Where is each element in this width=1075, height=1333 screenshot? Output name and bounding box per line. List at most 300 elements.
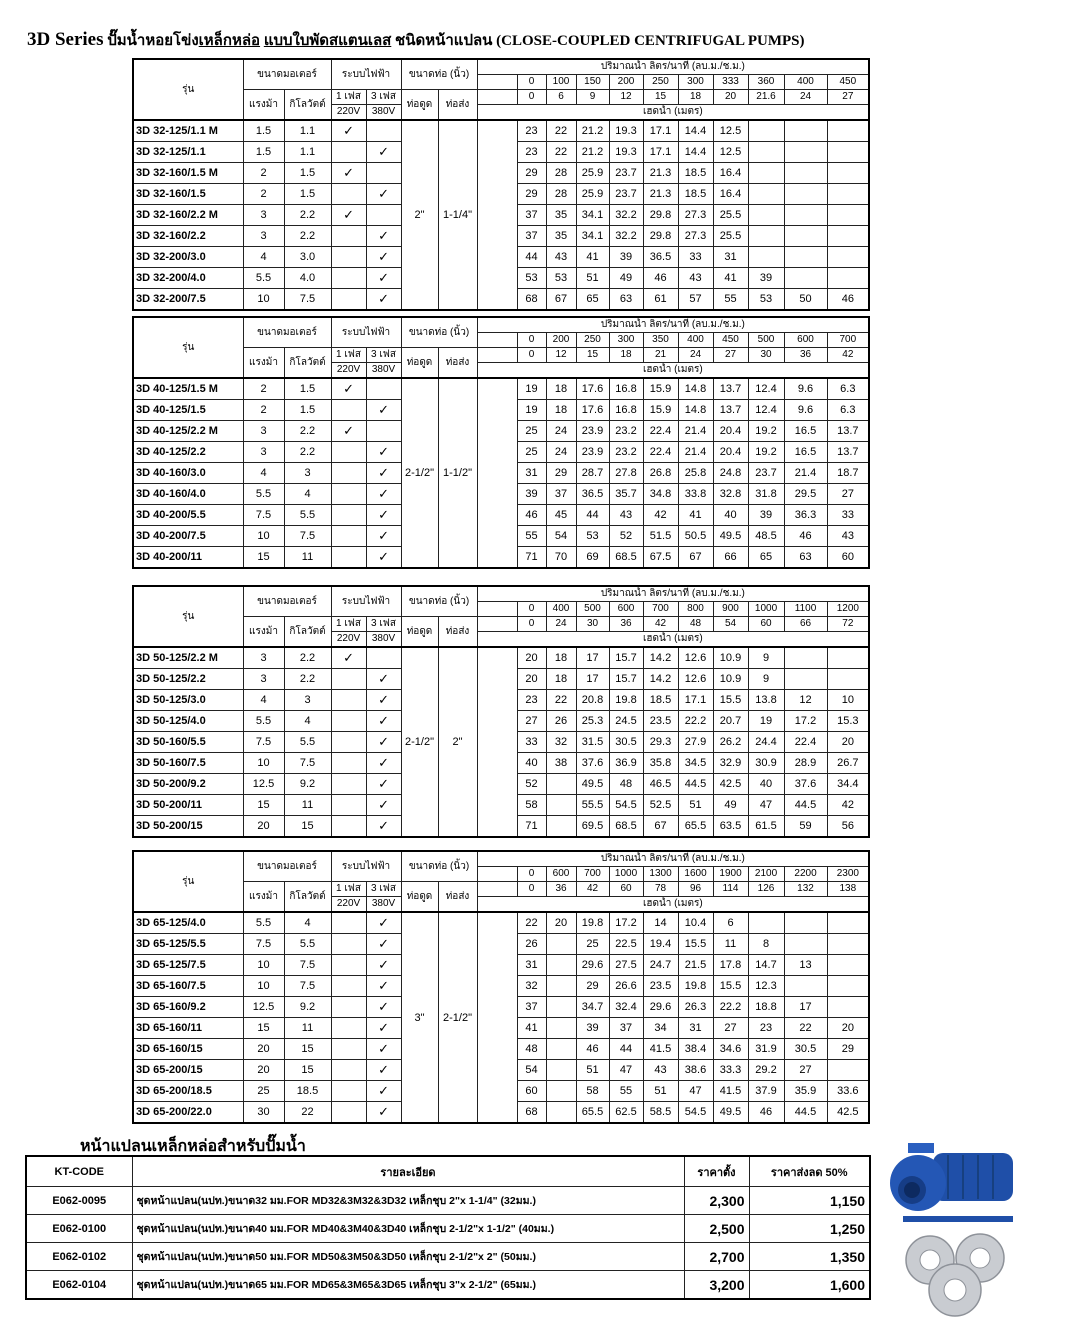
horsepower: 15 <box>243 547 284 569</box>
phase-1-check-icon <box>331 547 366 569</box>
head-value: 21.4 <box>678 421 713 442</box>
head-value: 18 <box>546 669 576 690</box>
phase-3-check-icon: ✓ <box>366 268 401 289</box>
horsepower: 3 <box>243 205 284 226</box>
head-value <box>546 1018 576 1039</box>
title-thai-c: แบบใบพัดสแตนเลส <box>263 33 392 49</box>
flow-m3h: 42 <box>643 617 678 632</box>
head-value: 41 <box>678 505 713 526</box>
head-value: 33.6 <box>827 1081 869 1102</box>
head-value: 14 <box>643 912 678 934</box>
head-value: 46 <box>576 1039 609 1060</box>
head-value: 57 <box>678 289 713 311</box>
header-flow: ปริมาณน้ำ ลิตร/นาที (ลบ.ม./ช.ม.) <box>477 317 869 333</box>
head-value: 17 <box>576 669 609 690</box>
flow-lpm: 1900 <box>713 867 748 882</box>
header-220v: 220V <box>331 105 366 121</box>
head-value: 29 <box>827 1039 869 1060</box>
head-value <box>546 774 576 795</box>
table-row <box>133 912 869 934</box>
head-value: 27.5 <box>609 955 643 976</box>
model-name: 3D 65-200/22.0 <box>133 1102 243 1124</box>
kilowatt: 15 <box>284 1039 331 1060</box>
head-value: 46.5 <box>643 774 678 795</box>
head-value: 67 <box>678 547 713 569</box>
header-3-phase: 3 เฟส <box>366 348 401 363</box>
head-value <box>784 647 827 669</box>
horsepower: 3 <box>243 226 284 247</box>
horsepower: 3 <box>243 669 284 690</box>
flow-lpm: 450 <box>713 333 748 348</box>
header-head: เฮดน้ำ (เมตร) <box>477 105 869 121</box>
description: ชุดหน้าแปลน(นปท.)ขนาด32 มม.FOR MD32&3M32&3D32 เหล็กชุบ 2"x 1-1/4" (32มม.) <box>132 1187 684 1215</box>
phase-1-check-icon <box>331 912 366 934</box>
head-value: 14.8 <box>678 378 713 400</box>
flow-m3h: 36 <box>784 348 827 363</box>
phase-3-check-icon: ✓ <box>366 1039 401 1060</box>
head-value: 34.6 <box>713 1039 748 1060</box>
head-value: 69.5 <box>576 816 609 838</box>
head-value: 67.5 <box>643 547 678 569</box>
model-name: 3D 32-160/2.2 <box>133 226 243 247</box>
head-value <box>827 955 869 976</box>
model-name: 3D 32-125/1.1 M <box>133 120 243 142</box>
head-value: 65.5 <box>576 1102 609 1124</box>
horsepower: 5.5 <box>243 484 284 505</box>
suction-size: 3" <box>401 912 438 1123</box>
head-value: 21.2 <box>576 120 609 142</box>
head-value: 25.5 <box>713 205 748 226</box>
head-value <box>748 142 784 163</box>
head-value: 65.5 <box>678 816 713 838</box>
head-value: 20 <box>517 669 546 690</box>
head-value: 14.7 <box>748 955 784 976</box>
head-value: 43 <box>678 268 713 289</box>
head-value: 29 <box>517 163 546 184</box>
head-value <box>546 1060 576 1081</box>
head-value: 24.7 <box>643 955 678 976</box>
flow-lpm: 600 <box>546 867 576 882</box>
head-value: 71 <box>517 816 546 838</box>
head-value: 70 <box>546 547 576 569</box>
model-name: 3D 65-125/4.0 <box>133 912 243 934</box>
header-pipe-size: ขนาดท่อ (นิ้ว) <box>401 586 477 617</box>
flow-m3h: 42 <box>827 348 869 363</box>
horsepower: 7.5 <box>243 505 284 526</box>
head-value: 26.8 <box>643 463 678 484</box>
head-value: 35.9 <box>784 1081 827 1102</box>
phase-1-check-icon: ✓ <box>331 421 366 442</box>
head-value: 46 <box>784 526 827 547</box>
head-value: 29.6 <box>643 997 678 1018</box>
table-row <box>133 647 869 669</box>
head-value <box>748 205 784 226</box>
flow-m3h: 18 <box>609 348 643 363</box>
header-220v: 220V <box>331 363 366 379</box>
phase-3-check-icon: ✓ <box>366 690 401 711</box>
head-value: 25 <box>517 421 546 442</box>
horsepower: 20 <box>243 816 284 838</box>
horsepower: 2 <box>243 163 284 184</box>
flow-lpm: 500 <box>748 333 784 348</box>
head-value: 37.9 <box>748 1081 784 1102</box>
phase-3-check-icon: ✓ <box>366 484 401 505</box>
kilowatt: 4 <box>284 711 331 732</box>
head-value: 12.4 <box>748 378 784 400</box>
head-value: 46 <box>643 268 678 289</box>
head-value: 23.2 <box>609 442 643 463</box>
head-value <box>748 226 784 247</box>
head-value: 63.5 <box>713 816 748 838</box>
flow-m3h: 6 <box>546 90 576 105</box>
head-value: 21.3 <box>643 184 678 205</box>
flow-m3h: 96 <box>678 882 713 897</box>
horsepower: 12.5 <box>243 774 284 795</box>
head-value: 21.5 <box>678 955 713 976</box>
flow-lpm: 2300 <box>827 867 869 882</box>
phase-3-check-icon: ✓ <box>366 795 401 816</box>
header-flow: ปริมาณน้ำ ลิตร/นาที (ลบ.ม./ช.ม.) <box>477 586 869 602</box>
flow-m3h: 15 <box>643 90 678 105</box>
head-value: 10.9 <box>713 669 748 690</box>
head-value: 68 <box>517 1102 546 1124</box>
header-head: เฮดน้ำ (เมตร) <box>477 363 869 379</box>
head-value: 53 <box>546 268 576 289</box>
head-value: 63 <box>609 289 643 311</box>
phase-3-check-icon: ✓ <box>366 1018 401 1039</box>
header-1-phase: 1 เฟส <box>331 348 366 363</box>
head-value: 15.3 <box>827 711 869 732</box>
phase-3-check-icon: ✓ <box>366 463 401 484</box>
phase-1-check-icon <box>331 400 366 421</box>
phase-1-check-icon <box>331 934 366 955</box>
model-name: 3D 50-125/2.2 M <box>133 647 243 669</box>
head-value: 68.5 <box>609 547 643 569</box>
phase-3-check-icon: ✓ <box>366 711 401 732</box>
head-value <box>784 163 827 184</box>
kilowatt: 3 <box>284 463 331 484</box>
horsepower: 7.5 <box>243 732 284 753</box>
kilowatt: 9.2 <box>284 774 331 795</box>
head-value: 12.5 <box>713 120 748 142</box>
model-name: 3D 65-125/7.5 <box>133 955 243 976</box>
horsepower: 5.5 <box>243 912 284 934</box>
header-head: เฮดน้ำ (เมตร) <box>477 897 869 913</box>
pump-table-1 <box>132 58 870 311</box>
head-value: 61.5 <box>748 816 784 838</box>
head-value: 19.3 <box>609 142 643 163</box>
flow-lpm: 0 <box>517 75 546 90</box>
pump-table-3 <box>132 585 870 838</box>
head-value: 27.9 <box>678 732 713 753</box>
flow-m3h: 9 <box>576 90 609 105</box>
horsepower: 10 <box>243 753 284 774</box>
flow-lpm: 400 <box>546 602 576 617</box>
kilowatt: 5.5 <box>284 934 331 955</box>
header-blank <box>477 617 517 632</box>
head-value: 41 <box>517 1018 546 1039</box>
header-flow: ปริมาณน้ำ ลิตร/นาที (ลบ.ม./ช.ม.) <box>477 851 869 867</box>
pump-image <box>888 1138 1033 1228</box>
head-value: 22.4 <box>643 442 678 463</box>
flow-m3h: 0 <box>517 348 546 363</box>
header-1-phase: 1 เฟส <box>331 882 366 897</box>
head-value: 9 <box>748 669 784 690</box>
phase-3-check-icon: ✓ <box>366 669 401 690</box>
head-value: 38.6 <box>678 1060 713 1081</box>
flow-m3h: 0 <box>517 882 546 897</box>
head-value: 52.5 <box>643 795 678 816</box>
head-value: 11 <box>713 934 748 955</box>
flow-lpm: 0 <box>517 333 546 348</box>
discharge-size: 1-1/4" <box>438 120 477 310</box>
phase-3-check-icon: ✓ <box>366 732 401 753</box>
phase-1-check-icon <box>331 976 366 997</box>
head-value: 17.8 <box>713 955 748 976</box>
phase-3-check-icon: ✓ <box>366 912 401 934</box>
horsepower: 20 <box>243 1060 284 1081</box>
head-value <box>784 142 827 163</box>
head-value: 49 <box>609 268 643 289</box>
suction-size: 2-1/2" <box>401 647 438 837</box>
kilowatt: 2.2 <box>284 421 331 442</box>
head-value <box>748 120 784 142</box>
kilowatt: 7.5 <box>284 976 331 997</box>
flow-lpm: 333 <box>713 75 748 90</box>
flow-m3h: 138 <box>827 882 869 897</box>
head-value: 55 <box>713 289 748 311</box>
head-value: 55 <box>517 526 546 547</box>
flow-m3h: 12 <box>609 90 643 105</box>
kilowatt: 1.5 <box>284 184 331 205</box>
head-value: 54 <box>546 526 576 547</box>
title-thai-d: ชนิดหน้าแปลน (CLOSE-COUPLED CENTRIFUGAL PUMPS) <box>395 33 805 49</box>
phase-3-check-icon: ✓ <box>366 226 401 247</box>
head-value: 28.9 <box>784 753 827 774</box>
header-220v: 220V <box>331 632 366 648</box>
head-value: 23.5 <box>643 711 678 732</box>
header-motor-size: ขนาดมอเตอร์ <box>243 59 331 90</box>
flow-m3h: 30 <box>576 617 609 632</box>
head-value: 20 <box>827 1018 869 1039</box>
flow-m3h: 126 <box>748 882 784 897</box>
phase-1-check-icon <box>331 526 366 547</box>
head-value: 42 <box>827 795 869 816</box>
model-name: 3D 65-160/7.5 <box>133 976 243 997</box>
header-3-phase: 3 เฟส <box>366 90 401 105</box>
flow-m3h: 21 <box>643 348 678 363</box>
head-value: 27.3 <box>678 226 713 247</box>
head-value: 33.8 <box>678 484 713 505</box>
horsepower: 4 <box>243 247 284 268</box>
flow-lpm: 150 <box>576 75 609 90</box>
model-name: 3D 32-125/1.1 <box>133 142 243 163</box>
horsepower: 3 <box>243 442 284 463</box>
head-value: 6.3 <box>827 378 869 400</box>
horsepower: 3 <box>243 421 284 442</box>
kilowatt: 11 <box>284 1018 331 1039</box>
header-blank <box>477 90 517 105</box>
pump-table-2 <box>132 316 870 569</box>
phase-3-check-icon: ✓ <box>366 1060 401 1081</box>
flow-lpm: 250 <box>576 333 609 348</box>
model-name: 3D 50-200/11 <box>133 795 243 816</box>
header-power-system: ระบบไฟฟ้า <box>331 586 401 617</box>
phase-1-check-icon <box>331 997 366 1018</box>
kt-code: E062-0095 <box>26 1187 132 1215</box>
header-pipe-size: ขนาดท่อ (นิ้ว) <box>401 317 477 348</box>
head-value: 40 <box>517 753 546 774</box>
flow-lpm: 360 <box>748 75 784 90</box>
header-1-phase: 1 เฟส <box>331 90 366 105</box>
flanges-image <box>905 1230 1010 1320</box>
head-value: 32.2 <box>609 226 643 247</box>
kilowatt: 4 <box>284 484 331 505</box>
head-value: 44 <box>609 1039 643 1060</box>
phase-3-check-icon: ✓ <box>366 505 401 526</box>
head-value: 54.5 <box>678 1102 713 1124</box>
head-value: 49.5 <box>713 526 748 547</box>
head-value: 46 <box>827 289 869 311</box>
model-name: 3D 40-160/4.0 <box>133 484 243 505</box>
head-value: 22.5 <box>609 934 643 955</box>
head-value: 20.4 <box>713 442 748 463</box>
head-value: 39 <box>576 1018 609 1039</box>
model-name: 3D 65-125/5.5 <box>133 934 243 955</box>
phase-3-check-icon: ✓ <box>366 442 401 463</box>
model-name: 3D 65-160/11 <box>133 1018 243 1039</box>
phase-3-check-icon: ✓ <box>366 1081 401 1102</box>
header-3-phase: 3 เฟส <box>366 617 401 632</box>
head-value: 15.9 <box>643 400 678 421</box>
head-value: 44.5 <box>678 774 713 795</box>
flow-m3h: 114 <box>713 882 748 897</box>
horsepower: 12.5 <box>243 997 284 1018</box>
head-value: 16.8 <box>609 378 643 400</box>
head-value: 51 <box>576 1060 609 1081</box>
head-value <box>827 247 869 268</box>
flow-lpm: 1000 <box>748 602 784 617</box>
head-value <box>546 795 576 816</box>
phase-1-check-icon <box>331 184 366 205</box>
header-power-system: ระบบไฟฟ้า <box>331 851 401 882</box>
horsepower: 10 <box>243 526 284 547</box>
head-value: 39 <box>609 247 643 268</box>
head-value: 45 <box>546 505 576 526</box>
head-value: 51 <box>643 1081 678 1102</box>
head-value: 6.3 <box>827 400 869 421</box>
header-pipe-size: ขนาดท่อ (นิ้ว) <box>401 59 477 90</box>
head-value: 32 <box>546 732 576 753</box>
horsepower: 2 <box>243 400 284 421</box>
head-value: 31 <box>678 1018 713 1039</box>
list-price: 3,200 <box>684 1271 749 1300</box>
kilowatt: 4.0 <box>284 268 331 289</box>
head-value: 42.5 <box>827 1102 869 1124</box>
head-value: 69 <box>576 547 609 569</box>
flow-lpm: 700 <box>827 333 869 348</box>
head-value: 49.5 <box>576 774 609 795</box>
head-value: 51 <box>576 268 609 289</box>
head-value: 23.7 <box>609 163 643 184</box>
header-model: รุ่น <box>133 59 243 120</box>
header-discharge: ท่อส่ง <box>438 348 477 379</box>
head-value: 39 <box>748 505 784 526</box>
table-row <box>26 1215 870 1243</box>
head-value <box>827 976 869 997</box>
head-value: 19 <box>748 711 784 732</box>
head-value: 10.4 <box>678 912 713 934</box>
head-value: 46 <box>748 1102 784 1124</box>
head-value: 17.6 <box>576 378 609 400</box>
flow-m3h: 36 <box>609 617 643 632</box>
head-value: 35 <box>546 205 576 226</box>
model-name: 3D 50-125/3.0 <box>133 690 243 711</box>
flow-m3h: 72 <box>827 617 869 632</box>
horsepower: 10 <box>243 289 284 311</box>
head-value: 37 <box>517 226 546 247</box>
kilowatt: 15 <box>284 1060 331 1081</box>
head-value: 26 <box>546 711 576 732</box>
blank-column <box>477 912 517 1123</box>
head-value: 37 <box>546 484 576 505</box>
head-value: 17.1 <box>643 120 678 142</box>
head-value: 36.9 <box>609 753 643 774</box>
head-value: 31.5 <box>576 732 609 753</box>
head-value: 62.5 <box>609 1102 643 1124</box>
flow-lpm: 200 <box>609 75 643 90</box>
phase-3-check-icon <box>366 421 401 442</box>
flow-lpm: 300 <box>609 333 643 348</box>
head-value <box>784 184 827 205</box>
horsepower: 5.5 <box>243 268 284 289</box>
head-value: 34.7 <box>576 997 609 1018</box>
head-value: 23 <box>517 142 546 163</box>
head-value: 29.3 <box>643 732 678 753</box>
phase-3-check-icon <box>366 205 401 226</box>
flange-section-title: หน้าแปลนเหล็กหล่อสำหรับปั๊มน้ำ <box>80 1138 306 1155</box>
head-value <box>546 1039 576 1060</box>
phase-1-check-icon: ✓ <box>331 120 366 142</box>
head-value: 16.8 <box>609 400 643 421</box>
blank-column <box>477 378 517 568</box>
phase-1-check-icon <box>331 142 366 163</box>
head-value: 34.1 <box>576 226 609 247</box>
header-blank <box>477 75 517 90</box>
head-value: 47 <box>678 1081 713 1102</box>
kilowatt: 15 <box>284 816 331 838</box>
phase-1-check-icon <box>331 289 366 311</box>
kilowatt: 11 <box>284 795 331 816</box>
phase-3-check-icon <box>366 647 401 669</box>
header-380v: 380V <box>366 363 401 379</box>
head-value: 46 <box>517 505 546 526</box>
model-name: 3D 50-125/4.0 <box>133 711 243 732</box>
head-value: 18 <box>546 378 576 400</box>
flow-m3h: 27 <box>713 348 748 363</box>
header-discharge: ท่อส่ง <box>438 90 477 121</box>
head-value: 29.2 <box>748 1060 784 1081</box>
header-wholesale-price: ราคาส่งลด 50% <box>749 1156 870 1187</box>
phase-1-check-icon <box>331 955 366 976</box>
header-power-system: ระบบไฟฟ้า <box>331 59 401 90</box>
head-value: 34.8 <box>643 484 678 505</box>
phase-1-check-icon <box>331 463 366 484</box>
kilowatt: 2.2 <box>284 442 331 463</box>
head-value: 38 <box>546 753 576 774</box>
head-value: 52 <box>609 526 643 547</box>
head-value: 37 <box>517 205 546 226</box>
